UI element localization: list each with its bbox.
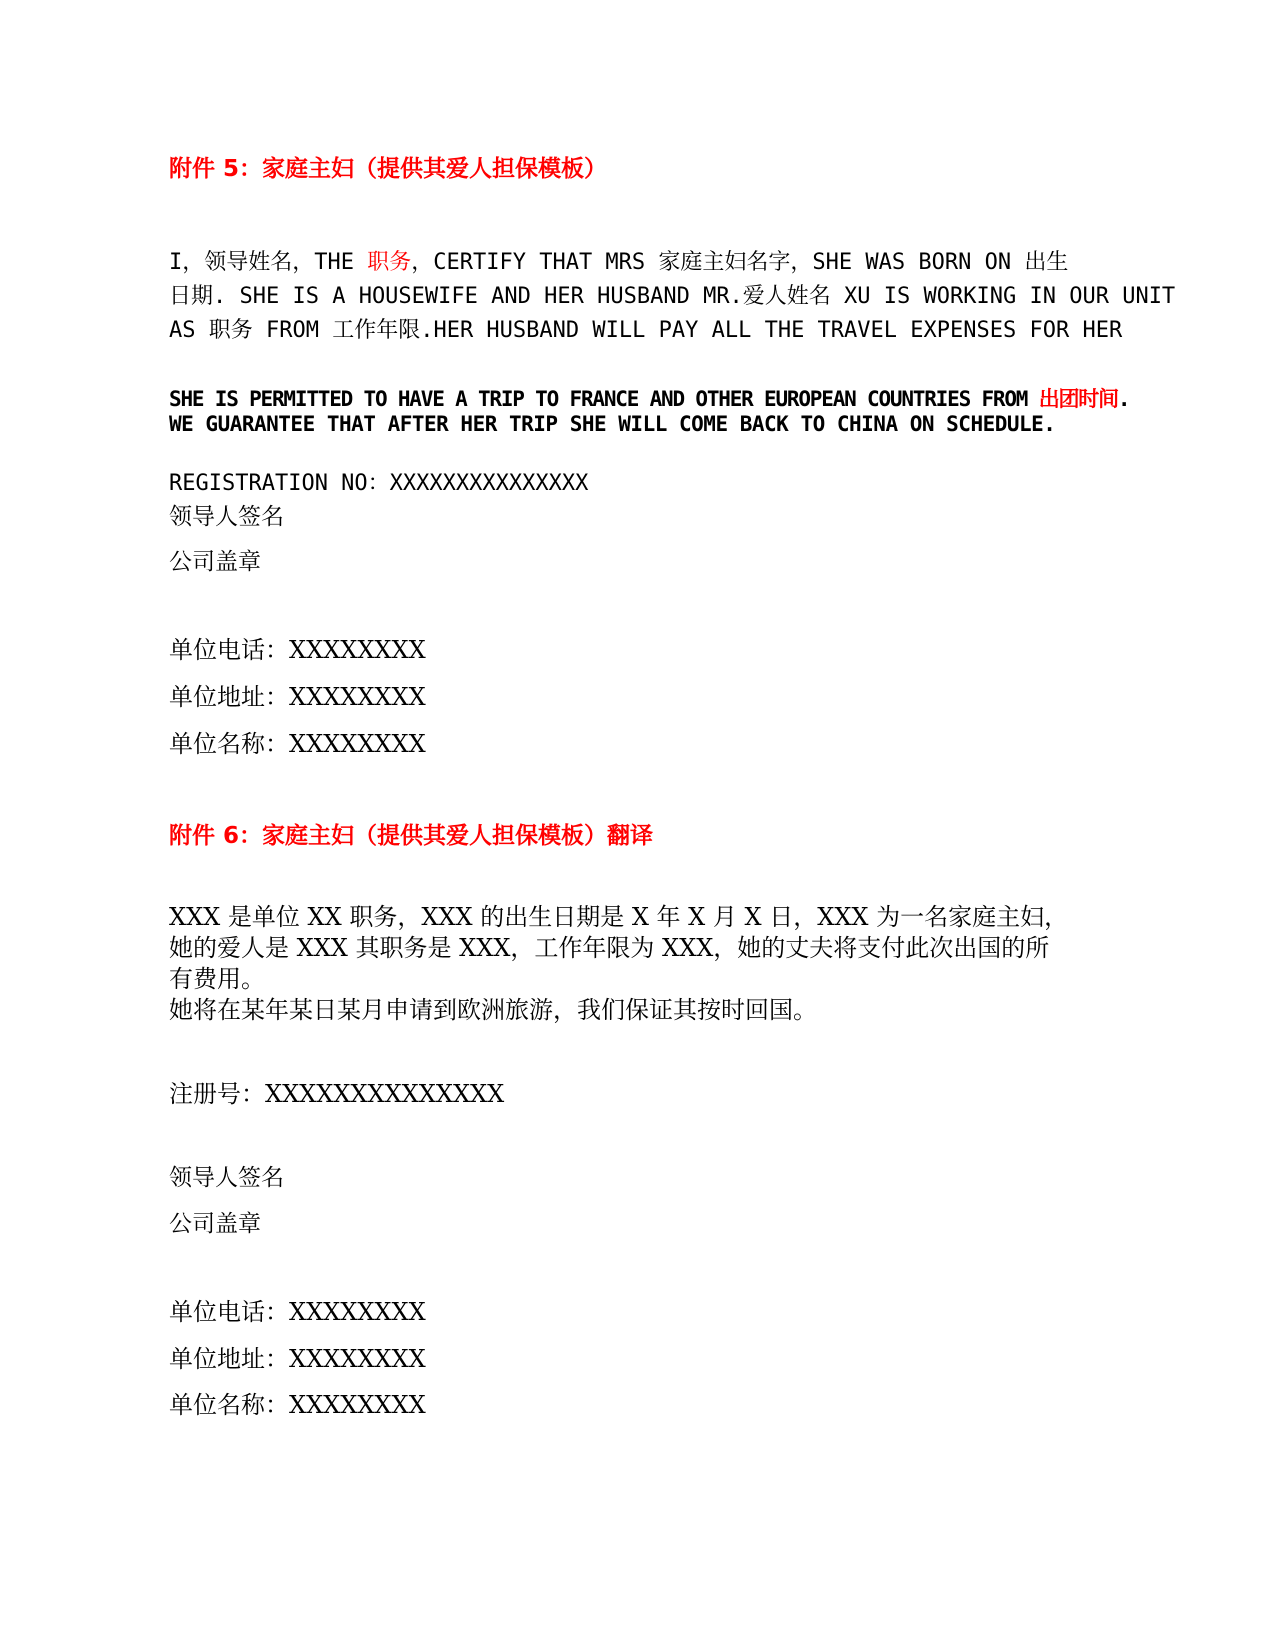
section6-para-line2: 她的爱人是 XXX 其职务是 XXX，工作年限为 XXX，她的丈夫将支付此次出国的所 <box>169 934 1050 962</box>
section5-unit-phone: 单位电话：XXXXXXXX <box>169 636 426 664</box>
section6-para-line4: 她将在某年某日某月申请到欧洲旅游，我们保证其按时回国。 <box>169 996 817 1024</box>
section5-leader-signature: 领导人签名 <box>169 504 284 530</box>
section5-body-line1 <box>169 245 1068 276</box>
permit-text-a: SHE IS PERMITTED TO HAVE A TRIP TO FRANCE AND OTHER EUROPEAN COUNTRIES FROM <box>169 387 1039 411</box>
section5-body-line2: 日期. SHE IS A HOUSEWIFE AND HER HUSBAND MR.爱人姓名 XU IS WORKING IN OUR UNIT <box>169 284 1176 309</box>
section5-permit-line <box>169 383 1129 413</box>
line1-text-b: ，CERTIFY THAT MRS 家庭主妇名字，SHE WAS BORN ON 出生 <box>411 250 1069 275</box>
section6-registration: 注册号：XXXXXXXXXXXXXX <box>169 1080 505 1108</box>
section5-registration: REGISTRATION NO：XXXXXXXXXXXXXXX <box>169 471 589 496</box>
departure-time-placeholder: 出团时间 <box>1038 387 1118 411</box>
section6-company-seal: 公司盖章 <box>169 1211 261 1237</box>
section5-company-seal: 公司盖章 <box>169 549 261 575</box>
section5-guarantee-line: WE GUARANTEE THAT AFTER HER TRIP SHE WILL COME BACK TO CHINA ON SCHEDULE. <box>169 412 1056 436</box>
section5-title: 附件 5：家庭主妇（提供其爱人担保模板） <box>169 156 608 182</box>
section6-unit-address: 单位地址：XXXXXXXX <box>169 1345 426 1373</box>
section5-body-line3: AS 职务 FROM 工作年限.HER HUSBAND WILL PAY ALL THE TRAVEL EXPENSES FOR HER <box>169 318 1123 343</box>
section6-para-line1: XXX 是单位 XX 职务，XXX 的出生日期是 X 年 X 月 X 日，XXX 为一名家庭主妇， <box>169 903 1069 931</box>
section6-para-line3: 有费用。 <box>169 965 265 993</box>
section5-unit-address: 单位地址：XXXXXXXX <box>169 683 426 711</box>
section6-unit-name: 单位名称：XXXXXXXX <box>169 1391 426 1419</box>
section6-leader-signature: 领导人签名 <box>169 1165 284 1191</box>
permit-text-b: . <box>1117 387 1130 411</box>
section6-unit-phone: 单位电话：XXXXXXXX <box>169 1298 426 1326</box>
line1-text-a: I，领导姓名，THE <box>169 250 368 275</box>
line1-position-placeholder: 职务 <box>367 250 412 275</box>
section5-unit-name: 单位名称：XXXXXXXX <box>169 730 426 758</box>
section6-title: 附件 6：家庭主妇（提供其爱人担保模板）翻译 <box>169 823 654 849</box>
